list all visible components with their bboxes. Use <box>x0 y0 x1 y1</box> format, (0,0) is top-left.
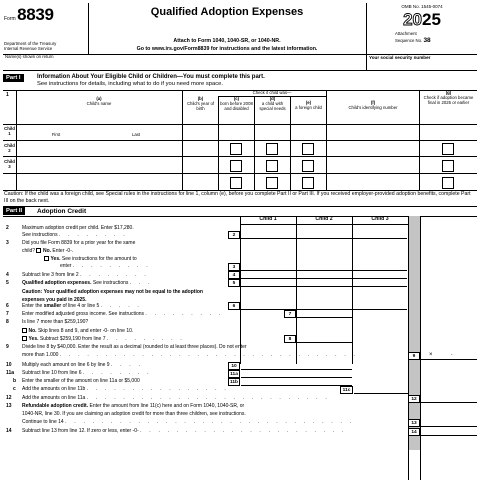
line-6-box: 6 <box>228 302 240 310</box>
line-12-num: 12 <box>6 395 12 401</box>
child1-disabled-checkbox[interactable] <box>230 143 242 155</box>
child3-final-checkbox[interactable] <box>442 177 454 189</box>
line-11a-text: Subtract line 10 from line 6 . . . . . . . . <box>22 370 152 376</box>
line-5-num: 5 <box>6 280 9 286</box>
line-11c-text: Add the amounts on line 11b . . . . . . . . . . . . . . . . <box>22 386 229 392</box>
line-11a-num: 11a <box>6 370 15 376</box>
col-e-header: (e) a foreign child <box>295 100 322 110</box>
line-8-text: Is line 7 more than $259,190? <box>22 319 89 325</box>
line-9-decimal-mark: . <box>451 351 453 357</box>
line-3-num: 3 <box>6 240 9 246</box>
line-4-text: Subtract line 3 from line 2 . . . . . . . . <box>22 272 149 278</box>
line-8-num: 8 <box>6 319 9 325</box>
part2-label: Part II <box>3 207 25 215</box>
form-title: Qualified Adoption Expenses <box>150 6 304 18</box>
line-9-box: 9 <box>408 352 420 360</box>
child3-foreign-checkbox[interactable] <box>302 177 314 189</box>
tax-year <box>368 11 476 29</box>
line-8-input[interactable] <box>297 335 352 343</box>
line-7-text: Enter modified adjusted gross income. See instructions . . . . . . . . . <box>22 311 224 317</box>
line-2-box: 2 <box>228 231 240 239</box>
line-11c-num: c <box>13 386 16 392</box>
child3-col-header: Child 3 <box>371 216 389 222</box>
line-3-yes-checkbox[interactable] <box>44 256 49 261</box>
names-on-return-field[interactable] <box>30 58 362 66</box>
line-13-text: Refundable adoption credit. Enter the amount from line 11(c) here and on Form 1040, 1040-SR, or <box>22 403 245 409</box>
child2-final-checkbox[interactable] <box>442 160 454 172</box>
form-number: 8839 <box>17 5 54 24</box>
part1-label: Part I <box>3 74 24 82</box>
last-label: Last <box>131 132 141 137</box>
line-2-num: 2 <box>6 225 9 231</box>
instructions-link-line[interactable]: Go to www.irs.gov/Form8839 for instructions and the latest information. <box>136 46 318 52</box>
col-b-header: (b) Child's year of birth <box>186 96 215 111</box>
child-row-label: Child 1 <box>4 126 15 136</box>
child1-col-header: Child 1 <box>259 216 277 222</box>
line-13-text3: Continue to line 14 . . . . . . . . . . . . . . . . . . . . . . . . . . . . . . . . <box>22 419 355 425</box>
line-2-text: Maximum adoption credit per child. Enter $17,280. <box>22 225 134 231</box>
child1-special-needs-checkbox[interactable] <box>266 143 278 155</box>
dept-line-1: Department of the Treasury <box>4 41 57 46</box>
line-9-text: Divide line 8 by $40,000. Enter the result as a decimal (rounded to at least three places). Do not enter <box>22 344 247 350</box>
omb-number: OMB No. 1545-0074 <box>401 4 443 9</box>
child3-special-needs-checkbox[interactable] <box>266 177 278 189</box>
line-14-box: 14 <box>408 428 420 436</box>
line-8-no-checkbox[interactable] <box>22 328 27 333</box>
line-3-no-option: child? No. Enter -0-. <box>22 248 74 254</box>
line-3-yes-option: Yes. See instructions for the amount to <box>44 256 137 263</box>
line-11a-child-inputs[interactable] <box>241 370 352 378</box>
col-a-header: (a) Child's name <box>86 96 112 106</box>
ssn-label: Your social security number <box>369 55 431 60</box>
child2-special-needs-checkbox[interactable] <box>266 160 278 172</box>
line-7-box: 7 <box>284 310 296 318</box>
line-11b-text: Enter the smaller of the amount on line 11a or $5,000 <box>22 378 140 384</box>
line-2-child-inputs[interactable] <box>241 231 407 239</box>
year-prefix: 20 <box>403 10 422 29</box>
col-g-header: (g) Check if adoption became final in 2025 or earlier <box>423 90 474 105</box>
line-8-yes-checkbox[interactable] <box>22 336 27 341</box>
form-prefix: Form <box>4 16 16 22</box>
part1-caution: Caution: If the child was a foreign child, see Special rules in the instructions for line 1, column (e), before you complete Part II or Part III. If you received employer-provided adoption benefits, complete Part III on the back next. <box>4 191 471 205</box>
line-5-box: 5 <box>228 279 240 287</box>
line-14-input[interactable] <box>421 428 477 436</box>
line-3-child-inputs[interactable] <box>241 263 407 271</box>
line-6-child-inputs[interactable] <box>241 302 407 310</box>
sequence-label: Sequence No. <box>395 37 423 43</box>
line-7-input[interactable] <box>297 310 352 318</box>
line-4-box: 4 <box>228 271 240 279</box>
line-11b-child-inputs[interactable] <box>241 378 352 386</box>
line-8-no-option: No. Skip lines 8 and 9, and enter -0- on line 10. <box>22 328 133 335</box>
child1-final-checkbox[interactable] <box>442 143 454 155</box>
line-5-text: Qualified adoption expenses. See instructions . . . <box>22 280 153 286</box>
line-7-num: 7 <box>6 311 9 317</box>
col-c-header: (c) born before 2008 and disabled <box>220 96 253 111</box>
attach-line: Attach to Form 1040, 1040-SR, or 1040-NR. <box>173 38 281 44</box>
child2-disabled-checkbox[interactable] <box>230 160 242 172</box>
part1-subtitle: See instructions for details, including what to do if you need more space. <box>37 81 223 87</box>
col-d-header: (d) a child with special needs <box>259 96 286 111</box>
line-9-text2: more than 1.000 . . . . . . . . . . . . . . . . . . . . . . . . . . . . . . . . . <box>22 352 359 358</box>
line-6-text: Enter the smaller of line 4 or line 5 . . . . . <box>22 303 142 309</box>
line-10-box: 10 <box>228 362 240 370</box>
line-13-input[interactable] <box>421 419 477 427</box>
line-13-num: 13 <box>6 403 12 409</box>
child-row <box>3 124 477 140</box>
child3-disabled-checkbox[interactable] <box>230 177 242 189</box>
line-14-text: Subtract line 13 from line 12. If zero or less, enter -0- . . . . . . . . . . . . . . . . . . . . . . . <box>22 428 347 434</box>
line-4-num: 4 <box>6 272 9 278</box>
year-suffix: 25 <box>422 10 441 29</box>
check-if-label: Check if child was— <box>252 90 292 95</box>
line-12-input[interactable] <box>421 395 477 403</box>
line-9-num: 9 <box>6 344 9 350</box>
part1-line-number: 1 <box>6 92 9 98</box>
line-11c-input[interactable] <box>354 386 408 394</box>
child-row-label: Child 3 <box>4 159 15 169</box>
line-11c-box: 11c <box>340 386 353 394</box>
line-10-child-inputs[interactable] <box>241 362 352 370</box>
line-12-text: Add the amounts on line 11a . . . . . . . . . . . . . . . . . . . . . . . . . . . <box>22 395 330 401</box>
child2-foreign-checkbox[interactable] <box>302 160 314 172</box>
line-13-text2: 1040-NR, line 30. If you are claiming an adoption credit for more than three children, see instructions. <box>22 411 246 417</box>
child-row-label: Child 2 <box>4 143 15 153</box>
child2-col-header: Child 2 <box>315 216 333 222</box>
line-8-yes-option: Yes. Subtract $259,190 from line 7 . . . . . . . . . <box>22 336 185 343</box>
line-8-box: 8 <box>284 335 296 343</box>
ssn-field[interactable] <box>369 62 475 69</box>
part2-title: Adoption Credit <box>37 208 87 215</box>
attachment-label: Attachment <box>395 31 417 36</box>
line-2-text2: See instructions . . . . . . . . <box>22 232 128 238</box>
line-4-child-inputs[interactable] <box>241 271 407 279</box>
attachment-sequence <box>395 32 431 44</box>
line-6-num: 6 <box>6 303 9 309</box>
line-11a-box: 11a <box>228 370 240 378</box>
dept-line-2: Internal Revenue Service <box>4 46 53 51</box>
sequence-number: 38 <box>423 36 431 44</box>
col-f-header: (f) Child's identifying number <box>348 100 398 110</box>
line-3-text: Did you file Form 8839 for a prior year for the same <box>22 240 136 246</box>
line-9-input[interactable] <box>421 352 477 360</box>
line-10-text: Multiply each amount on line 6 by line 9 . . . . <box>22 362 144 368</box>
first-label: First <box>51 132 61 137</box>
line-3-box: 3 <box>228 263 240 271</box>
line-3-no-checkbox[interactable] <box>36 248 41 253</box>
line-3-yes-text2: enter . . . . . . . . . <box>60 263 151 269</box>
line-13-box: 13 <box>408 419 420 427</box>
part1-title: Information About Your Eligible Child or Children—You must complete this part. <box>37 74 265 80</box>
names-on-return-label: Name(s) shown on return <box>5 54 54 59</box>
shaded-column <box>409 216 420 450</box>
line-5-caution: Caution: Your qualified adoption expenses may not be equal to the adoption expenses you paid in 2025. <box>22 289 203 303</box>
line-12-box: 12 <box>408 395 420 403</box>
line-10-num: 10 <box>6 362 12 368</box>
line-9-times-mark: × <box>429 352 433 358</box>
line-14-num: 14 <box>6 428 12 434</box>
line-11b-num: b <box>13 378 17 384</box>
line-11b-box: 11b <box>229 380 238 385</box>
form-id <box>4 5 54 25</box>
child1-foreign-checkbox[interactable] <box>302 143 314 155</box>
line-5-child-inputs[interactable] <box>241 279 407 287</box>
